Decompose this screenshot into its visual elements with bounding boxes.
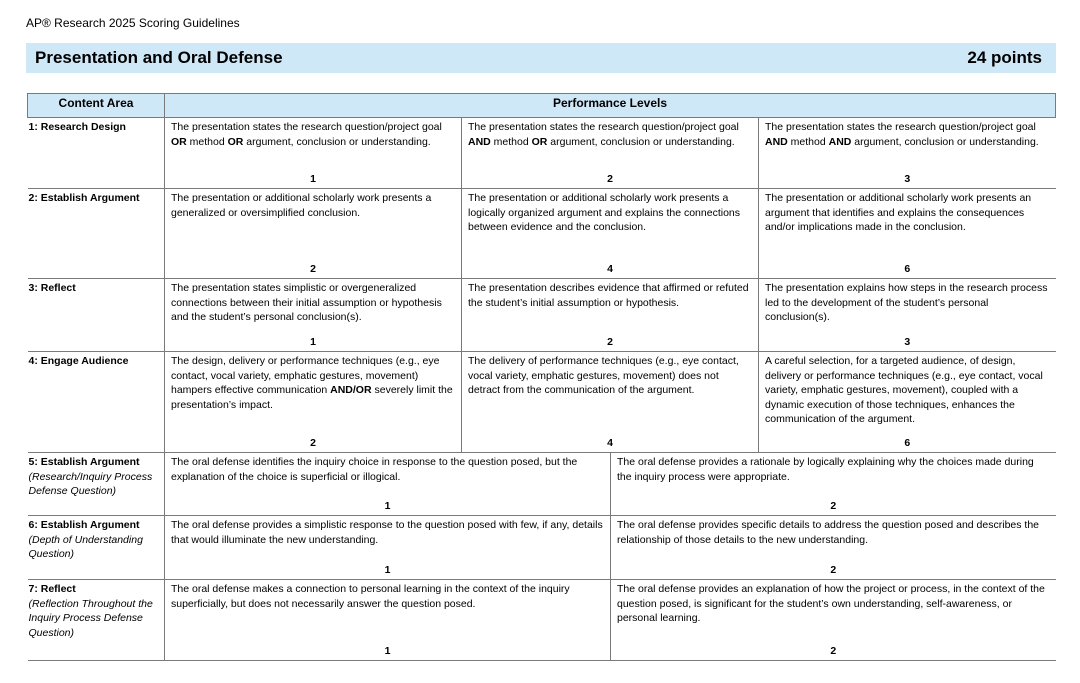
section-points: 24 points (967, 48, 1042, 67)
content-area-label: 4: Engage Audience (28, 355, 129, 367)
table-header-row (28, 94, 1056, 118)
level-description: The oral defense makes a connection to personal learning in the context of the inquiry superficially, but does not necessarily answer the question posed. (171, 583, 570, 610)
level-score: 2 (607, 173, 613, 186)
performance-level-cell (611, 580, 1056, 661)
performance-level-cell (165, 352, 462, 453)
content-area-subtitle: (Reflection Throughout the Inquiry Process Defense Question) (28, 597, 153, 639)
level-score: 1 (384, 645, 391, 658)
performance-level-cell (611, 516, 1056, 580)
performance-level-cell (759, 352, 1056, 453)
level-score: 2 (607, 336, 613, 349)
level-description: The presentation or additional scholarly work presents a logically organized argument and explains the connections between evidence and the conclusion. (468, 192, 741, 234)
level-content (617, 518, 1050, 578)
scoring-rubric-table (27, 93, 1056, 661)
level-content (617, 582, 1050, 659)
level-content (171, 582, 604, 659)
level-description: The presentation describes evidence that affirmed or refuted the student’s initial assumption or hypothesis. (468, 282, 749, 309)
content-area-header: Content Area (28, 94, 165, 118)
performance-level-cell (462, 352, 759, 453)
level-score: 3 (904, 336, 911, 349)
rubric-body (28, 118, 1056, 661)
level-score: 2 (830, 645, 837, 658)
level-description: The oral defense identifies the inquiry choice in response to the question posed, but the explanation of the choice is superficial or illogical. (171, 456, 578, 483)
rubric-row (28, 279, 1056, 352)
level-score: 2 (310, 437, 316, 450)
performance-level-cell (165, 189, 462, 279)
content-area-label: 5: Establish Argument (28, 456, 140, 468)
level-content (617, 455, 1050, 514)
level-score: 1 (384, 564, 391, 577)
level-description: The oral defense provides an explanation of how the project or process, in the context of the question posed, is significant for the student’s own understanding, self-awareness, or personal learning. (617, 583, 1045, 625)
rubric-row (28, 118, 1056, 189)
section-banner (26, 43, 1056, 73)
performance-level-cell (165, 453, 611, 516)
level-description: The presentation explains how steps in the research process led to the development of the student’s personal conclusion(s). (765, 282, 1048, 324)
level-content (171, 191, 455, 277)
level-description: The oral defense provides a simplistic response to the question posed with few, if any, details that would illuminate the new understanding. (171, 519, 603, 546)
rubric-row (28, 453, 1056, 516)
level-score: 3 (904, 173, 911, 186)
level-description: A careful selection, for a targeted audience, of design, delivery or performance techniques (e.g., eye contact, vocal variety, emphatic gestures, movement), coupled with a dynamic execution of those techniques, enhances the communication of the argument. (765, 355, 1043, 426)
level-content (171, 281, 455, 350)
level-description: The oral defense provides specific details to address the question posed and describes the relationship of those details to the new understanding. (617, 519, 1040, 546)
level-content (171, 354, 455, 451)
level-score: 4 (607, 437, 613, 450)
level-description: The presentation states the research question/project goal AND method AND argument, conclusion or understanding. (765, 121, 1039, 148)
performance-level-cell (611, 453, 1056, 516)
content-area-cell (28, 516, 165, 580)
content-area-subtitle: (Research/Inquiry Process Defense Question) (28, 470, 153, 498)
level-description: The oral defense provides a rationale by logically explaining why the choices made during the inquiry process were appropriate. (617, 456, 1034, 483)
level-description: The presentation or additional scholarly work presents an argument that identifies and explains the consequences and/or implications made in the conclusion. (765, 192, 1032, 234)
performance-level-cell (165, 279, 462, 352)
content-area-label: 1: Research Design (28, 121, 126, 133)
level-description: The design, delivery or performance techniques (e.g., eye contact, vocal variety, emphatic gestures, movement) hampers effective communication AND/OR severely limit the presentation’s impact. (171, 355, 453, 411)
level-score: 4 (607, 263, 613, 276)
rubric-row (28, 516, 1056, 580)
document-header: AP® Research 2025 Scoring Guidelines (26, 16, 240, 30)
rubric-row (28, 189, 1056, 279)
level-score: 2 (830, 564, 837, 577)
performance-level-cell (759, 279, 1056, 352)
level-content (765, 120, 1050, 187)
level-content (765, 281, 1050, 350)
level-score: 1 (310, 173, 316, 186)
performance-level-cell (462, 279, 759, 352)
performance-levels-header: Performance Levels (165, 94, 1056, 118)
content-area-subtitle: (Depth of Understanding Question) (28, 533, 143, 561)
content-area-cell (28, 580, 165, 661)
content-area-cell (28, 352, 165, 453)
level-content (468, 191, 752, 277)
level-score: 6 (904, 437, 911, 450)
level-content (468, 281, 752, 350)
performance-level-cell (165, 580, 611, 661)
level-score: 1 (384, 500, 391, 513)
content-area-cell (28, 189, 165, 279)
level-content (171, 120, 455, 187)
level-score: 6 (904, 263, 911, 276)
content-area-label: 2: Establish Argument (28, 192, 140, 204)
performance-level-cell (462, 118, 759, 189)
level-description: The presentation states the research question/project goal OR method OR argument, conclusion or understanding. (171, 121, 442, 148)
content-area-cell (28, 118, 165, 189)
performance-level-cell (462, 189, 759, 279)
content-area-label: 7: Reflect (28, 583, 76, 595)
performance-level-cell (165, 118, 462, 189)
level-description: The delivery of performance techniques (e.g., eye contact, vocal variety, emphatic gestures, movement) does not detract from the communication of the argument. (468, 355, 739, 397)
level-content (468, 354, 752, 451)
rubric-row (28, 352, 1056, 453)
level-content (171, 518, 604, 578)
performance-level-cell (165, 516, 611, 580)
level-content (765, 191, 1050, 277)
level-score: 1 (310, 336, 316, 349)
rubric-row (28, 580, 1056, 661)
level-score: 2 (830, 500, 837, 513)
section-title: Presentation and Oral Defense (35, 48, 283, 67)
content-area-label: 6: Establish Argument (28, 519, 140, 531)
performance-level-cell (759, 118, 1056, 189)
performance-level-cell (759, 189, 1056, 279)
level-description: The presentation or additional scholarly work presents a generalized or oversimplified conclusion. (171, 192, 432, 219)
level-content (171, 455, 604, 514)
level-content (468, 120, 752, 187)
level-content (765, 354, 1050, 451)
level-score: 2 (310, 263, 316, 276)
content-area-cell (28, 453, 165, 516)
level-description: The presentation states simplistic or overgeneralized connections between their initial assumption or hypothesis and the student’s personal conclusion(s). (171, 282, 442, 324)
level-description: The presentation states the research question/project goal AND method OR argument, conclusion or understanding. (468, 121, 739, 148)
content-area-label: 3: Reflect (28, 282, 76, 294)
content-area-cell (28, 279, 165, 352)
